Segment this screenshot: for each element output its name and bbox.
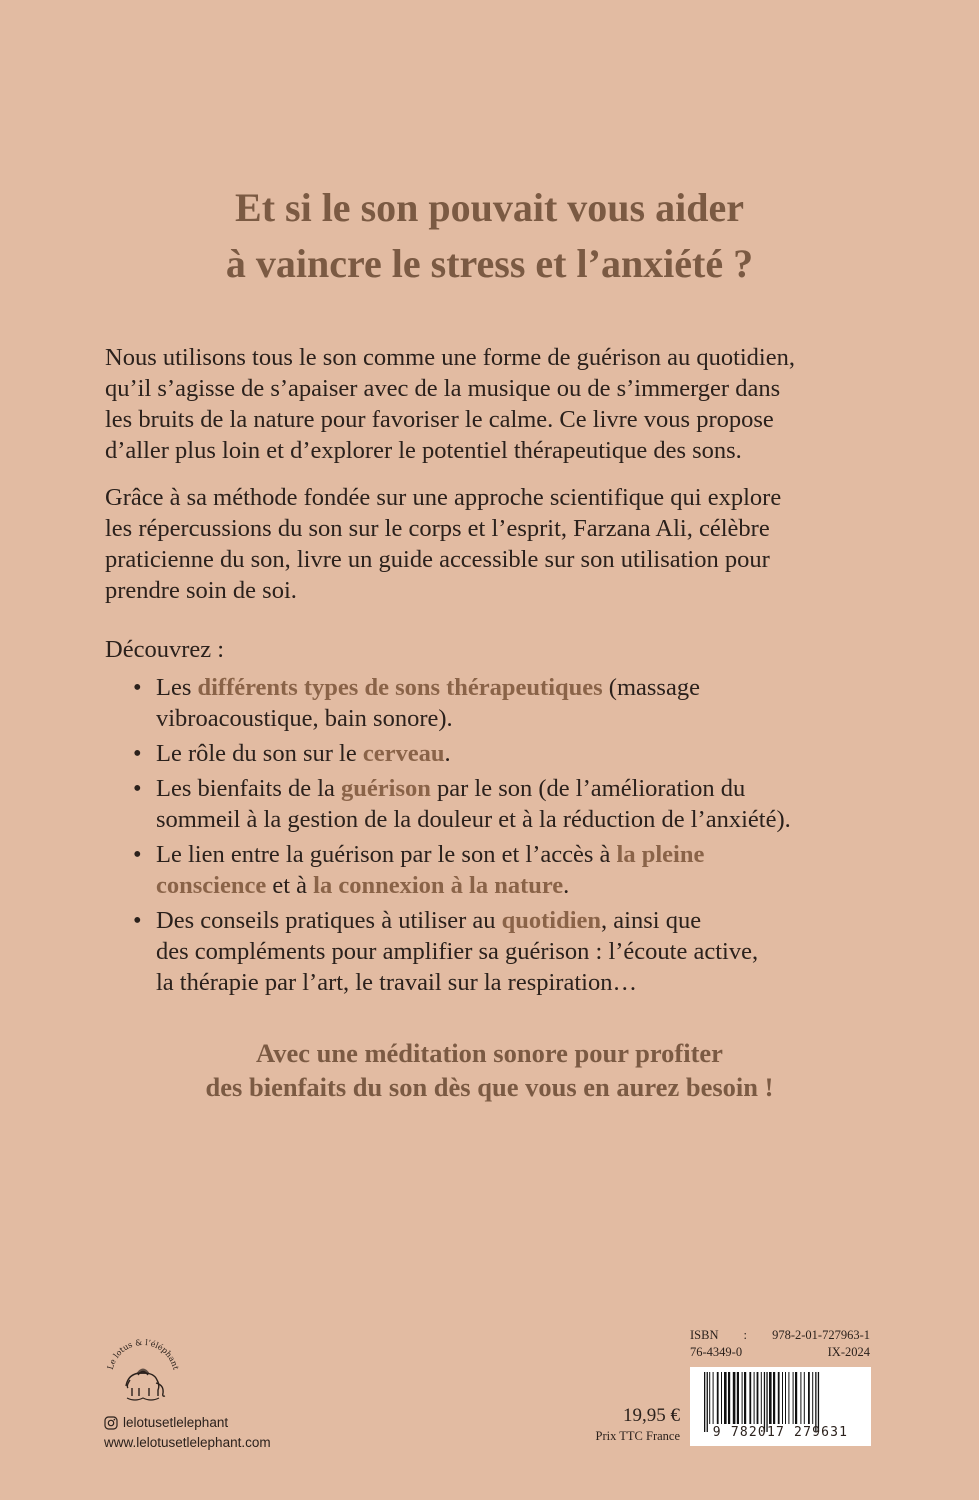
price-label: Prix TTC France: [595, 1429, 680, 1443]
bullet-icon: •: [133, 907, 142, 934]
barcode-bar: [808, 1372, 810, 1424]
closing-line-1: Avec une méditation sonore pour profiter: [256, 1038, 723, 1068]
isbn-label: ISBN: [690, 1328, 719, 1342]
bullet-icon: •: [133, 740, 142, 767]
isbn-edition: IX-2024: [827, 1345, 870, 1359]
feature-text: Les bienfaits de la: [156, 775, 342, 802]
feature-text: sommeil à la gestion de la douleur et à la réduction de l’anxiété).: [156, 806, 791, 833]
feature-text: Le lien entre la guérison par le son et l’accès à: [156, 841, 617, 868]
isbn-code: 76-4349-0: [690, 1345, 743, 1359]
barcode-bar: [721, 1372, 722, 1424]
bullet-icon: •: [133, 775, 142, 802]
barcode-bar: [782, 1372, 783, 1424]
feature-highlight: guérison: [341, 775, 431, 802]
method-paragraph: [105, 482, 895, 606]
barcode-bar: [766, 1372, 767, 1432]
barcode-bar: [749, 1372, 751, 1424]
logo-text: Le lotus & l’éléphant: [105, 1337, 181, 1371]
method-line: praticienne du son, livre un guide accessible sur son utilisation pour: [105, 546, 770, 573]
barcode-bar: [737, 1372, 739, 1424]
barcode-bar: [769, 1372, 772, 1424]
barcode-bar: [704, 1372, 705, 1432]
barcode-bar: [800, 1372, 801, 1424]
feature-item: [133, 672, 913, 734]
barcode-bar: [744, 1372, 746, 1424]
intro-line: les bruits de la nature pour favoriser le calme. Ce livre vous propose: [105, 406, 774, 433]
feature-text: .: [444, 740, 451, 767]
feature-text: des compléments pour amplifier sa guérison : l’écoute active,: [156, 938, 759, 965]
discover-label: Découvrez :: [105, 636, 225, 663]
isbn-separator: :: [743, 1328, 748, 1342]
feature-text: la thérapie par l’art, le travail sur la respiration…: [156, 969, 637, 996]
barcode-bar: [709, 1372, 710, 1424]
website-link[interactable]: www.lelotusetlelephant.com: [104, 1435, 271, 1450]
feature-item: [133, 773, 913, 835]
barcode-bar: [785, 1372, 786, 1424]
barcode-bar: [793, 1372, 794, 1424]
instagram-row: [104, 1413, 271, 1433]
headline-line-1: Et si le son pouvait vous aider: [235, 185, 744, 230]
barcode: [690, 1367, 871, 1446]
barcode-bar: [788, 1372, 789, 1424]
isbn-number: 978-2-01-727963-1: [772, 1328, 870, 1342]
barcode-bar: [815, 1372, 816, 1432]
closing-tagline: [0, 1036, 979, 1104]
closing-line-2: des bienfaits du son dès que vous en aurez besoin !: [205, 1072, 774, 1102]
publisher-contact: [104, 1413, 271, 1453]
elephant-lotus-icon: [102, 1330, 184, 1412]
barcode-bar: [761, 1372, 762, 1424]
barcode-digits: 9 782017 279631: [712, 1425, 849, 1440]
barcode-bar: [773, 1372, 775, 1424]
feature-text: , ainsi que: [601, 907, 702, 934]
feature-text: par le son (de l’amélioration du: [430, 775, 746, 802]
barcode-bar: [795, 1372, 797, 1424]
feature-highlight: la pleine: [616, 841, 705, 868]
barcode-bar: [742, 1372, 743, 1424]
barcode-bar: [713, 1372, 714, 1424]
feature-highlight: différents types de sons thérapeutiques: [197, 674, 603, 701]
barcode-bar: [754, 1372, 755, 1424]
feature-highlight: conscience: [156, 872, 267, 899]
barcode-bar: [707, 1372, 708, 1432]
barcode-bar: [818, 1372, 819, 1432]
barcode-bar: [778, 1372, 780, 1424]
feature-item: [133, 738, 913, 769]
method-line: les répercussions du son sur le corps et l’esprit, Farzana Ali, célèbre: [105, 515, 770, 542]
intro-line: d’aller plus loin et d’explorer le potentiel thérapeutique des sons.: [105, 437, 742, 464]
feature-highlight: quotidien: [501, 907, 602, 934]
barcode-bar: [764, 1372, 765, 1432]
price-amount: 19,95 €: [623, 1405, 680, 1426]
method-line: prendre soin de soi.: [105, 577, 297, 604]
feature-item: [133, 905, 913, 998]
price-block: [560, 1404, 680, 1444]
feature-text: (massage: [602, 674, 700, 701]
method-line: Grâce à sa méthode fondée sur une approche scientifique qui explore: [105, 484, 782, 511]
bullet-icon: •: [133, 841, 142, 868]
publisher-logo: [102, 1330, 184, 1412]
feature-text: Les: [156, 674, 198, 701]
feature-item: [133, 839, 913, 901]
feature-highlight: la connexion à la nature: [313, 872, 564, 899]
bullet-icon: •: [133, 674, 142, 701]
barcode-bar: [757, 1372, 759, 1424]
feature-text: .: [563, 872, 570, 899]
intro-line: qu’il s’agisse de s’apaiser avec de la musique ou de s’immerger dans: [105, 375, 781, 402]
intro-line: Nous utilisons tous le son comme une forme de guérison au quotidien,: [105, 344, 795, 371]
barcode-bar: [804, 1372, 805, 1424]
instagram-handle[interactable]: lelotusetlelephant: [123, 1415, 229, 1430]
barcode-bar: [724, 1372, 727, 1424]
svg-text:Le lotus & l’éléphant: [106, 1338, 181, 1371]
isbn-block: [690, 1327, 870, 1361]
instagram-icon: [104, 1416, 118, 1430]
intro-paragraph: [105, 342, 895, 466]
feature-list: [133, 672, 913, 1002]
feature-text: vibroacoustique, bain sonore).: [156, 705, 453, 732]
barcode-bar: [717, 1372, 719, 1424]
headline: [0, 180, 979, 292]
feature-text: Des conseils pratiques à utiliser au: [156, 907, 502, 934]
barcode-bar: [728, 1372, 730, 1424]
barcode-bar: [733, 1372, 736, 1424]
headline-line-2: à vaincre le stress et l’anxiété ?: [225, 241, 754, 286]
feature-highlight: cerveau: [362, 740, 445, 767]
feature-text: et à: [266, 872, 314, 899]
feature-text: Le rôle du son sur le: [156, 740, 363, 767]
barcode-bar: [812, 1372, 813, 1424]
